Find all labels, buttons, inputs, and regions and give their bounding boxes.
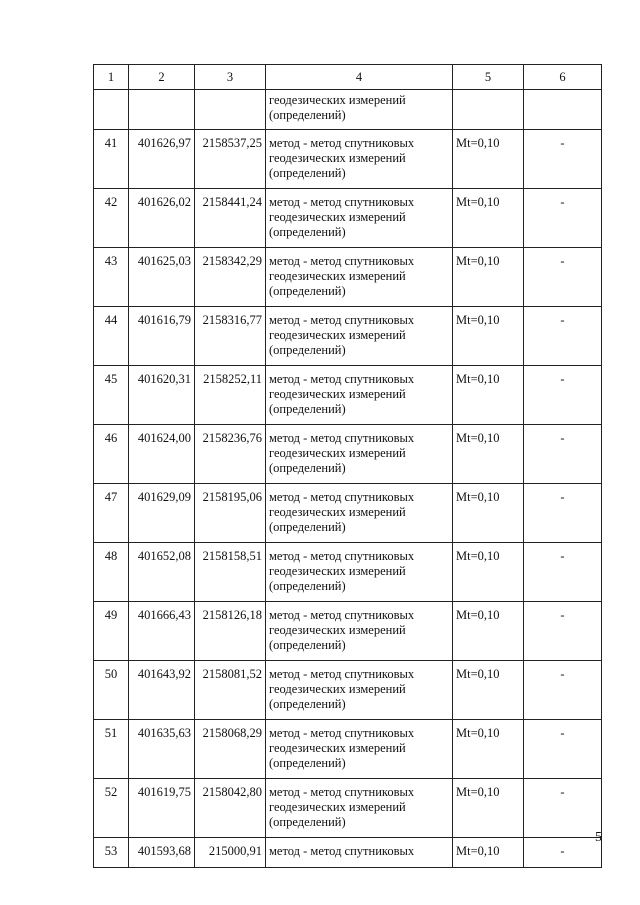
y-coordinate-cell: 2158342,29: [195, 248, 266, 307]
method-text: метод - метод спутниковых: [269, 844, 415, 858]
accuracy-cell: Mt=0,10: [453, 189, 524, 248]
header-cell: 5: [453, 65, 524, 90]
x-coordinate-cell: 401619,75: [129, 779, 195, 838]
table-row: [94, 838, 602, 868]
x-coordinate-cell: [129, 90, 195, 130]
note-cell: -: [524, 425, 602, 484]
y-coordinate-cell: 2158081,52: [195, 661, 266, 720]
x-coordinate-cell: 401625,03: [129, 248, 195, 307]
method-text: метод - метод спутниковых геодезических измерений (определений): [269, 136, 415, 180]
table-row: [94, 307, 602, 366]
x-coordinate-cell: 401593,68: [129, 838, 195, 868]
method-cell: [266, 90, 453, 130]
method-text: метод - метод спутниковых геодезических измерений (определений): [269, 372, 415, 416]
table-row: [94, 130, 602, 189]
accuracy-cell: Mt=0,10: [453, 130, 524, 189]
method-text: метод - метод спутниковых геодезических измерений (определений): [269, 549, 415, 593]
header-cell: 3: [195, 65, 266, 90]
y-coordinate-cell: 2158042,80: [195, 779, 266, 838]
note-cell: -: [524, 366, 602, 425]
page-number: 5: [595, 830, 602, 845]
method-cell: [266, 366, 453, 425]
method-cell: [266, 307, 453, 366]
table-row: [94, 248, 602, 307]
table-row: [94, 484, 602, 543]
method-text: метод - метод спутниковых геодезических измерений (определений): [269, 313, 415, 357]
header-cell: 1: [94, 65, 129, 90]
point-number-cell: 47: [94, 484, 129, 543]
point-number-cell: [94, 90, 129, 130]
accuracy-cell: Mt=0,10: [453, 248, 524, 307]
x-coordinate-cell: 401652,08: [129, 543, 195, 602]
method-cell: [266, 130, 453, 189]
y-coordinate-cell: 2158316,77: [195, 307, 266, 366]
header-cell: 2: [129, 65, 195, 90]
point-number-cell: 48: [94, 543, 129, 602]
x-coordinate-cell: 401635,63: [129, 720, 195, 779]
method-text: метод - метод спутниковых геодезических измерений (определений): [269, 490, 415, 534]
coordinates-table: [93, 64, 602, 868]
y-coordinate-cell: 2158126,18: [195, 602, 266, 661]
accuracy-cell: Mt=0,10: [453, 838, 524, 868]
method-cell: [266, 838, 453, 868]
table-header-row: [94, 65, 602, 90]
accuracy-cell: Mt=0,10: [453, 425, 524, 484]
method-cell: [266, 248, 453, 307]
note-cell: -: [524, 307, 602, 366]
method-cell: [266, 720, 453, 779]
accuracy-cell: Mt=0,10: [453, 602, 524, 661]
accuracy-cell: [453, 90, 524, 130]
note-cell: -: [524, 779, 602, 838]
point-number-cell: 44: [94, 307, 129, 366]
accuracy-cell: Mt=0,10: [453, 543, 524, 602]
y-coordinate-cell: 2158441,24: [195, 189, 266, 248]
y-coordinate-cell: 2158158,51: [195, 543, 266, 602]
accuracy-cell: Mt=0,10: [453, 307, 524, 366]
point-number-cell: 45: [94, 366, 129, 425]
accuracy-cell: Mt=0,10: [453, 720, 524, 779]
point-number-cell: 49: [94, 602, 129, 661]
y-coordinate-cell: 2158068,29: [195, 720, 266, 779]
method-cell: [266, 543, 453, 602]
point-number-cell: 42: [94, 189, 129, 248]
x-coordinate-cell: 401626,97: [129, 130, 195, 189]
table-row: [94, 543, 602, 602]
continuation-row: [94, 90, 602, 130]
accuracy-cell: Mt=0,10: [453, 779, 524, 838]
method-text: метод - метод спутниковых геодезических измерений (определений): [269, 667, 415, 711]
note-cell: -: [524, 602, 602, 661]
x-coordinate-cell: 401624,00: [129, 425, 195, 484]
y-coordinate-cell: 2158236,76: [195, 425, 266, 484]
note-cell: [524, 90, 602, 130]
x-coordinate-cell: 401643,92: [129, 661, 195, 720]
y-coordinate-cell: 2158252,11: [195, 366, 266, 425]
y-coordinate-cell: 215000,91: [195, 838, 266, 868]
point-number-cell: 50: [94, 661, 129, 720]
x-coordinate-cell: 401620,31: [129, 366, 195, 425]
point-number-cell: 46: [94, 425, 129, 484]
y-coordinate-cell: 2158195,06: [195, 484, 266, 543]
table-row: [94, 366, 602, 425]
note-cell: -: [524, 543, 602, 602]
table-row: [94, 425, 602, 484]
table-row: [94, 189, 602, 248]
point-number-cell: 53: [94, 838, 129, 868]
method-cell: [266, 779, 453, 838]
point-number-cell: 51: [94, 720, 129, 779]
header-cell: 4: [266, 65, 453, 90]
y-coordinate-cell: [195, 90, 266, 130]
method-text: метод - метод спутниковых геодезических измерений (определений): [269, 608, 415, 652]
y-coordinate-cell: 2158537,25: [195, 130, 266, 189]
method-cell: [266, 661, 453, 720]
method-text: метод - метод спутниковых геодезических измерений (определений): [269, 431, 415, 475]
point-number-cell: 52: [94, 779, 129, 838]
point-number-cell: 43: [94, 248, 129, 307]
note-cell: -: [524, 838, 602, 868]
table-row: [94, 661, 602, 720]
method-cell: [266, 189, 453, 248]
note-cell: -: [524, 248, 602, 307]
method-text: метод - метод спутниковых геодезических измерений (определений): [269, 254, 415, 298]
x-coordinate-cell: 401666,43: [129, 602, 195, 661]
note-cell: -: [524, 130, 602, 189]
method-text: метод - метод спутниковых геодезических измерений (определений): [269, 726, 415, 770]
method-text: геодезических измерений (определений): [269, 93, 406, 122]
method-cell: [266, 602, 453, 661]
note-cell: -: [524, 720, 602, 779]
table-row: [94, 779, 602, 838]
table-row: [94, 602, 602, 661]
header-cell: 6: [524, 65, 602, 90]
method-cell: [266, 484, 453, 543]
accuracy-cell: Mt=0,10: [453, 484, 524, 543]
note-cell: -: [524, 484, 602, 543]
point-number-cell: 41: [94, 130, 129, 189]
method-text: метод - метод спутниковых геодезических измерений (определений): [269, 195, 415, 239]
note-cell: -: [524, 661, 602, 720]
table-row: [94, 720, 602, 779]
table-body: [94, 130, 602, 838]
x-coordinate-cell: 401616,79: [129, 307, 195, 366]
accuracy-cell: Mt=0,10: [453, 366, 524, 425]
method-text: метод - метод спутниковых геодезических измерений (определений): [269, 785, 415, 829]
note-cell: -: [524, 189, 602, 248]
method-cell: [266, 425, 453, 484]
accuracy-cell: Mt=0,10: [453, 661, 524, 720]
x-coordinate-cell: 401626,02: [129, 189, 195, 248]
x-coordinate-cell: 401629,09: [129, 484, 195, 543]
